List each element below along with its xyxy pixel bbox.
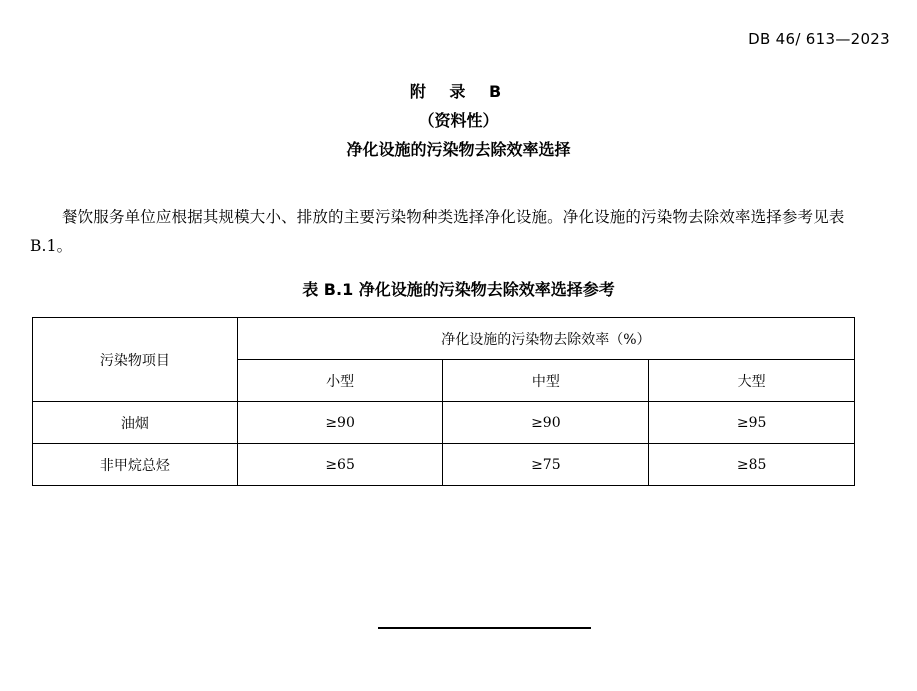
column-header-medium: 中型 [443, 360, 649, 402]
document-number: DB 46/ 613—2023 [748, 30, 890, 48]
value-cell: ≥95 [649, 402, 855, 444]
appendix-heading: 净化设施的污染物去除效率选择 [346, 140, 571, 159]
body-paragraph: 餐饮服务单位应根据其规模大小、排放的主要污染物种类选择净化设施。净化设施的污染物去除效率选择参考见表 B.1。 [30, 208, 845, 255]
pollutant-cell: 油烟 [33, 402, 238, 444]
table-header-row [33, 318, 855, 360]
table-caption: 表 B.1 净化设施的污染物去除效率选择参考 [302, 280, 615, 299]
row-header-cell: 污染物项目 [33, 318, 238, 402]
value-cell: ≥65 [237, 444, 443, 486]
group-header-cell: 净化设施的污染物去除效率（%） [237, 318, 854, 360]
appendix-title: 附 录 B [409, 82, 508, 101]
value-cell: ≥90 [443, 402, 649, 444]
table-row [33, 444, 855, 486]
appendix-nature: （资料性） [418, 111, 499, 130]
value-cell: ≥75 [443, 444, 649, 486]
column-header-large: 大型 [649, 360, 855, 402]
table-row [33, 402, 855, 444]
value-cell: ≥85 [649, 444, 855, 486]
pollutant-cell: 非甲烷总烃 [33, 444, 238, 486]
column-header-small: 小型 [237, 360, 443, 402]
footer-divider [378, 627, 591, 629]
value-cell: ≥90 [237, 402, 443, 444]
efficiency-table [32, 317, 855, 486]
